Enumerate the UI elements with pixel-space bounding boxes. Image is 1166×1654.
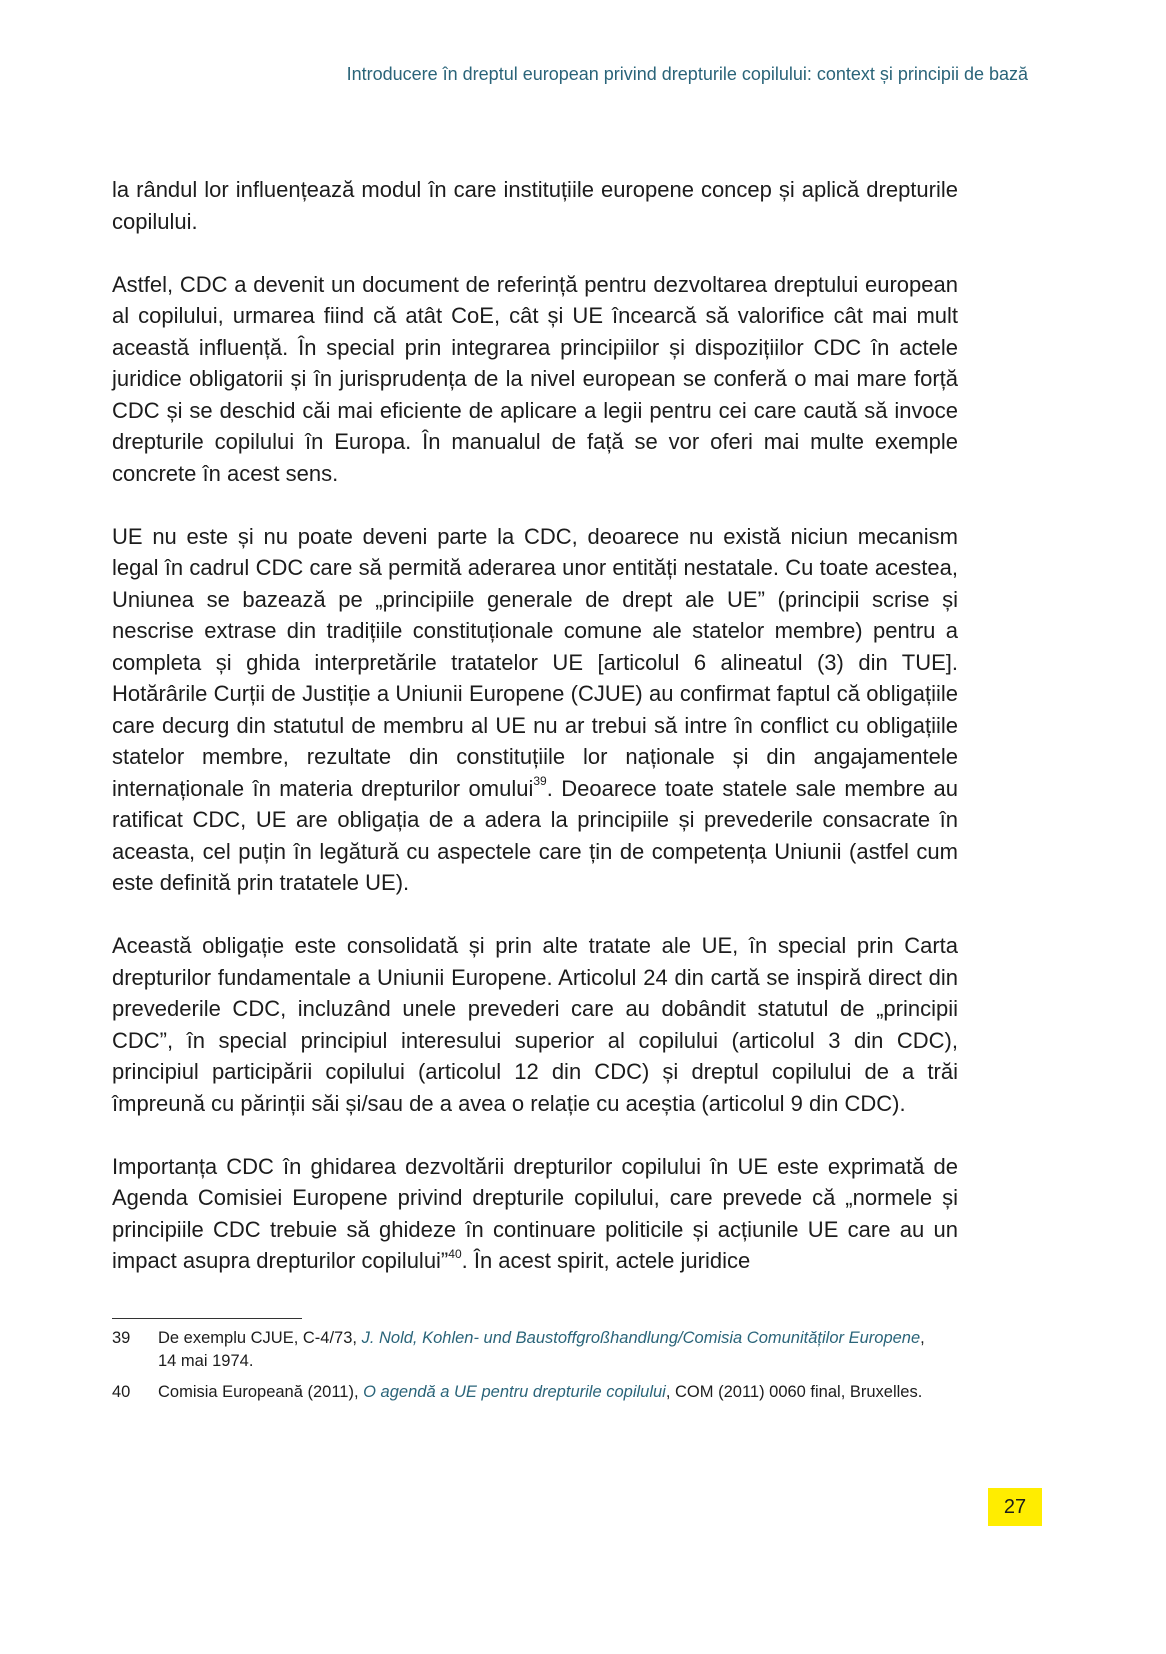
footnote-case-link[interactable]: J. Nold, Kohlen- und Baustoffgroßhandlung/Comisia Comunităților Europene [361, 1329, 921, 1347]
paragraph-3-text-a: UE nu este și nu poate deveni parte la CDC, deoarece nu există niciun mecanism legal în cadrul CDC care să permită aderarea unor entități nestatale. Cu toate acestea, Uniunea se bazează pe „principiile generale de drept ale UE” (principii scrise și nescrise extrase din tradițiile constituționale comune ale statelor membre) pentru a completa și ghida interpretările tratatelor UE [articolul 6 alineatul (3) din TUE]. Hotărârile Curții de Justiție a Uniunii Europene (CJUE) au confirmat faptul că obligațiile care decurg din statutul de membru al UE nu ar trebui să intre în conflict cu obligațiile statelor membre, rezultate din constituțiile lor naționale și din angajamentele internaționale în materia drepturilor omului [112, 523, 958, 801]
footnote-ref-40[interactable]: 40 [448, 1246, 462, 1261]
footnote-number: 40 [112, 1383, 131, 1401]
paragraph-5-text-b: . În acest spirit, actele juridice [461, 1248, 751, 1273]
footnote-text-after: , 14 mai 1974. [158, 1329, 925, 1370]
footnotes [112, 1327, 932, 1413]
footnote-text [158, 1327, 932, 1372]
footnote-number: 39 [112, 1329, 131, 1347]
footnote-ref-39[interactable]: 39 [533, 774, 547, 789]
paragraph-2: Astfel, CDC a devenit un document de referință pentru dezvoltarea dreptului european al copilului, urmarea fiind că atât CoE, cât și UE încearcă să valorifice cât mai mult această influență. În special prin integrarea principiilor și dispozițiilor CDC în actele juridice obligatorii și în jurisprudența de la nivel european se conferă o mai mare forță CDC și se deschid căi mai eficiente de aplicare a legii pentru cei care caută să invoce drepturile copilului în Europa. În manualul de față se vor oferi mai multe exemple concrete în acest sens. [112, 271, 958, 486]
paragraph-3 [112, 521, 958, 899]
footnote-40 [112, 1381, 932, 1404]
running-header: Introducere în dreptul european privind drepturile copilului: context și principii de bază [346, 64, 1028, 84]
paragraph-4: Această obligație este consolidată și prin alte tratate ale UE, în special prin Carta drepturilor fundamentale a Uniunii Europene. Articolul 24 din cartă se inspiră direct din prevederile CDC, incluzând unele prevederi care au dobândit statutul de „principii CDC”, în special principiul interesului superior al copilului (articolul 3 din CDC), principiul participării copilului (articolul 12 din CDC) și dreptul copilului de a trăi împreună cu părinții săi și/sau de a avea o relație cu aceștia (articolul 9 din CDC). [112, 933, 958, 1116]
footnote-publication-link[interactable]: O agendă a UE pentru drepturile copilului [363, 1383, 666, 1401]
paragraph-5-text-a: Importanța CDC în ghidarea dezvoltării drepturilor copilului în UE este exprimată de Agenda Comisiei Europene privind drepturile copilului, care prevede că „normele și principiile CDC trebuie să ghideze în continuare politicile și acțiunile UE care au un impact asupra drepturilor copilului” [112, 1153, 958, 1273]
footnote-divider [112, 1318, 302, 1319]
footnote-39 [112, 1327, 932, 1372]
paragraph-1: la rândul lor influențează modul în care instituțiile europene concep și aplică drepturile copilului. [112, 177, 958, 234]
paragraph-3-text-b: . Deoarece toate statele sale membre au ratificat CDC, UE are obligația de a adera la principiile și prevederile consacrate în aceasta, cel puțin în legătură cu aspectele care țin de competența Uniunii (astfel cum este definită prin tratatele UE). [112, 775, 958, 895]
paragraph-5 [112, 1151, 958, 1277]
body-text [112, 174, 958, 1277]
footnote-text-before: De exemplu CJUE, C-4/73, [158, 1329, 362, 1347]
footnote-text-after: , COM (2011) 0060 final, Bruxelles. [665, 1383, 923, 1401]
page-number: 27 [988, 1488, 1042, 1526]
footnote-text [158, 1381, 932, 1404]
footnote-text-before: Comisia Europeană (2011), [158, 1383, 364, 1401]
